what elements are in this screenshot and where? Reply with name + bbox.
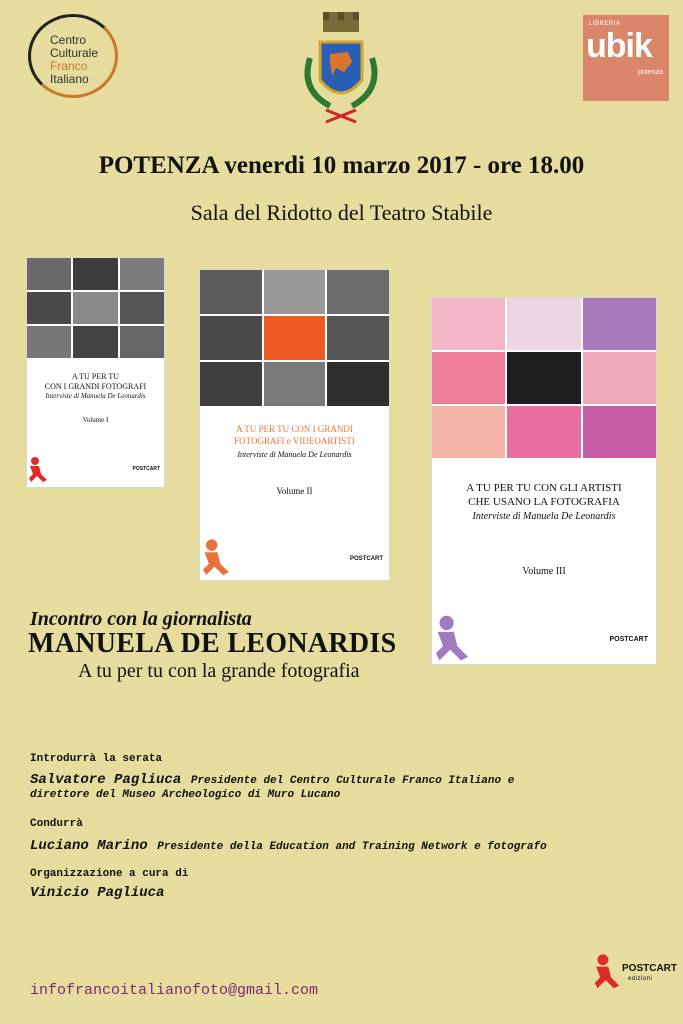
book-title-line: A TU PER TU CON GLI ARTISTI	[466, 482, 622, 494]
event-venue-heading: Sala del Ridotto del Teatro Stabile	[190, 200, 493, 225]
event-subtitle: A tu per tu con la grande fotografia	[78, 660, 360, 682]
speaker-intro: Incontro con la giornalista	[30, 608, 252, 630]
logo-word: Centro	[50, 33, 87, 47]
book-cover-volume-3	[432, 298, 656, 664]
speaker-name: MANUELA DE LEONARDIS	[28, 628, 397, 659]
book-photo-grid	[27, 258, 164, 358]
book-photo-grid	[200, 270, 389, 406]
book-volume: Volume II	[276, 486, 313, 496]
mascot-icon	[432, 614, 472, 664]
mascot-icon	[200, 538, 232, 578]
intro-label: Introdurrà la serata	[30, 753, 163, 765]
ubik-logo	[583, 15, 669, 101]
ubik-small-label: LIBRERIA	[589, 21, 621, 27]
mascot-icon	[27, 456, 49, 484]
book-cover-volume-1	[27, 258, 164, 487]
book-publisher: POSTCART	[609, 636, 648, 643]
postcart-logo	[588, 953, 677, 993]
book-title-line: CON I GRANDI FOTOGRAFI	[44, 382, 147, 391]
intro-person-role-continued: direttore del Museo Archeologico di Muro Lucano	[30, 789, 341, 801]
book-publisher: POSTCART	[132, 466, 160, 472]
city-crest-icon	[296, 10, 386, 128]
lead-line	[30, 836, 547, 854]
lead-person-role: Presidente della Education and Training Network e fotografo	[157, 841, 547, 853]
book-title-line: A TU PER TU CON I GRANDI	[236, 424, 353, 434]
book-title-line: CHE USANO LA FOTOGRAFIA	[468, 496, 620, 508]
ubik-word: ubik	[586, 27, 652, 65]
book-cover-volume-2	[200, 270, 389, 580]
postcart-sub: edizioni	[628, 976, 653, 982]
intro-line	[30, 770, 514, 788]
centro-culturale-logo	[28, 14, 124, 104]
logo-word: Culturale	[50, 46, 99, 60]
lead-person-name: Luciano Marino	[30, 838, 148, 854]
logo-word: Franco	[50, 59, 88, 73]
organizer-label: Organizzazione a cura di	[30, 868, 189, 880]
postcart-word: POSTCART	[622, 963, 677, 974]
book-volume: Volume III	[522, 566, 566, 577]
book-title-line: FOTOGRAFI e VIDEOARTISTI	[234, 436, 355, 446]
book-subtitle: Interviste di Manuela De Leonardis	[237, 450, 352, 459]
organizer-name: Vinicio Pagliuca	[30, 885, 165, 901]
lead-label: Condurrà	[30, 818, 83, 830]
intro-person-role: Presidente del Centro Culturale Franco Italiano e	[190, 775, 515, 787]
ubik-city: potenza	[638, 69, 663, 76]
logo-word: Italiano	[50, 72, 89, 86]
book-publisher: POSTCART	[350, 556, 383, 562]
book-title-line: A TU PER TU	[71, 372, 120, 381]
intro-person-name: Salvatore Pagliuca	[30, 772, 182, 788]
book-volume: Volume I	[82, 416, 109, 424]
event-date-heading: POTENZA venerdi 10 marzo 2017 - ore 18.00	[98, 152, 585, 179]
book-subtitle: Interviste di Manuela De Leonardis	[472, 511, 616, 522]
book-color-grid	[432, 298, 656, 458]
mascot-icon	[592, 953, 622, 991]
book-subtitle: Interviste di Manuela De Leonardis	[45, 392, 146, 400]
contact-email-link[interactable]: infofrancoitalianofoto@gmail.com	[30, 982, 319, 999]
